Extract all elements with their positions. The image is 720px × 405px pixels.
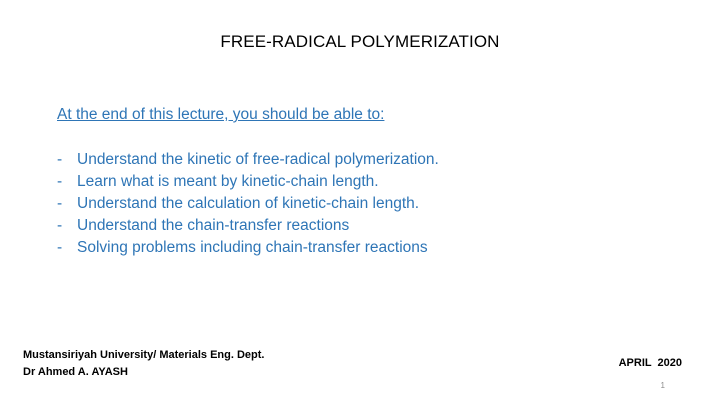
author-label: Dr Ahmed A. AYASH xyxy=(23,366,128,378)
objective-item xyxy=(57,237,439,259)
learning-objectives-list xyxy=(57,149,439,259)
learning-outcomes-heading: At the end of this lecture, you should be able to: xyxy=(57,106,385,123)
bullet-dash: - xyxy=(57,217,63,234)
institution-label: Mustansiriyah University/ Materials Eng. Dept. xyxy=(23,349,265,361)
objective-item xyxy=(57,149,439,171)
objective-item xyxy=(57,193,439,215)
objective-text: Learn what is meant by kinetic-chain length. xyxy=(77,173,379,190)
bullet-dash: - xyxy=(57,151,63,168)
date-label: APRIL 2020 xyxy=(618,357,682,369)
objective-item xyxy=(57,171,439,193)
objective-text: Solving problems including chain-transfer reactions xyxy=(77,239,428,256)
objective-text: Understand the calculation of kinetic-chain length. xyxy=(77,195,420,212)
page-number: 1 xyxy=(660,381,665,390)
footer-credits xyxy=(23,347,264,381)
objective-item xyxy=(57,215,439,237)
bullet-dash: - xyxy=(57,195,63,212)
slide-title: FREE-RADICAL POLYMERIZATION xyxy=(220,32,500,51)
objective-text: Understand the kinetic of free-radical polymerization. xyxy=(77,151,439,168)
bullet-dash: - xyxy=(57,239,63,256)
bullet-dash: - xyxy=(57,173,63,190)
objective-text: Understand the chain-transfer reactions xyxy=(77,217,350,234)
